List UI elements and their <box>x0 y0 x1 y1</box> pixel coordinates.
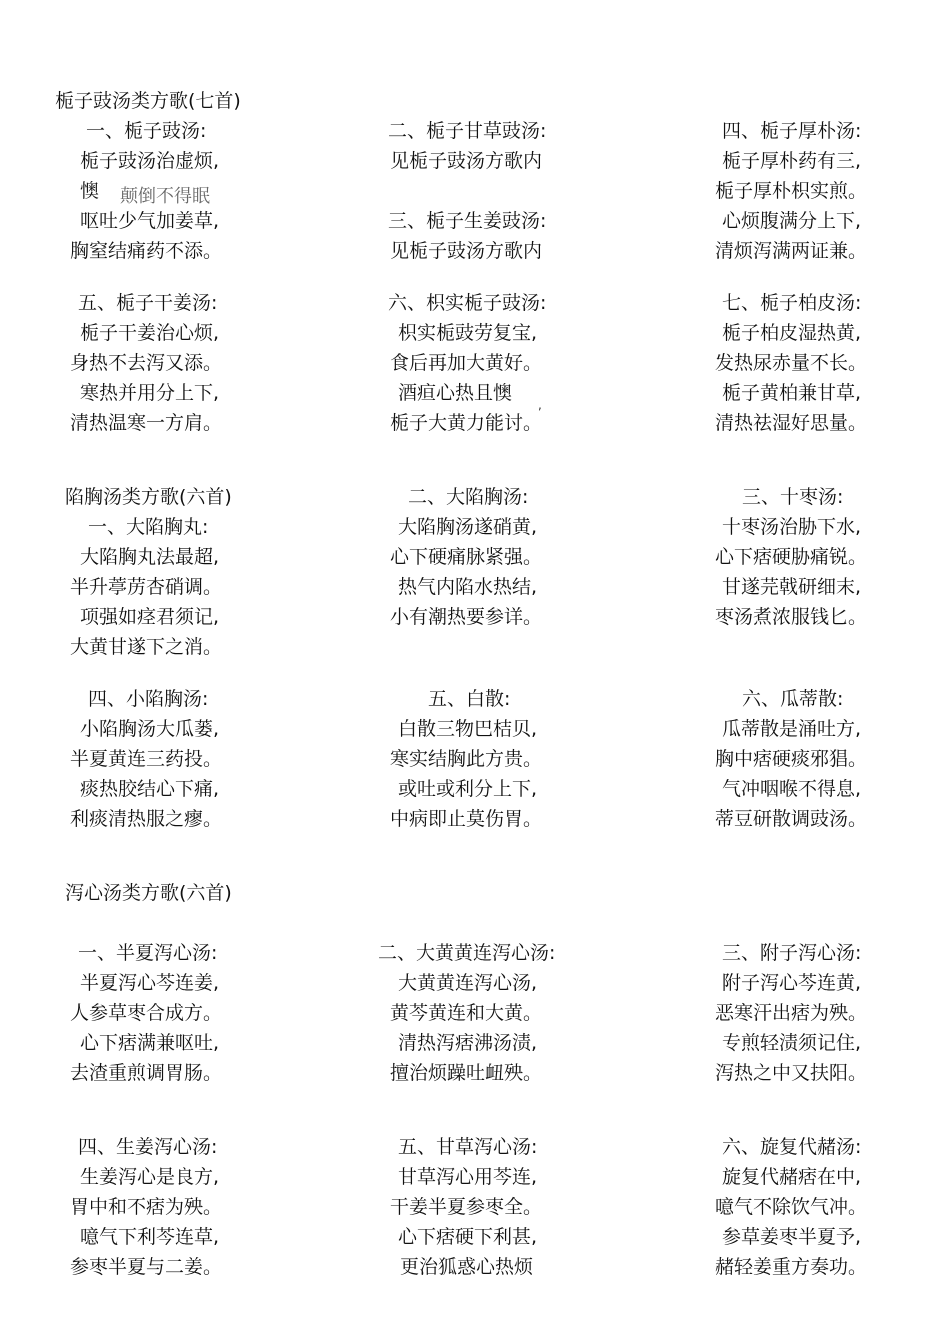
verse-line: 噫气下利芩连草, <box>80 1226 220 1248</box>
section-header: 栀子豉汤类方歌(七首) <box>55 90 241 112</box>
verse-line: 寒热并用分上下, <box>80 382 220 404</box>
verse-line: 项强如痉君须记, <box>80 606 220 628</box>
verse-line: 见栀子豉汤方歌内 <box>390 240 543 262</box>
verse-title: 三、栀子生姜豉汤: <box>388 210 547 232</box>
verse-line: 利痰清热服之瘳。 <box>70 808 223 830</box>
verse-line: 蒂豆研散调豉汤。 <box>715 808 868 830</box>
verse-line: 枣汤煮浓服钱匕。 <box>715 606 868 628</box>
verse-title: 四、生姜泻心汤: <box>78 1136 218 1158</box>
verse-line: 中病即止莫伤胃。 <box>390 808 543 830</box>
verse-line: 人参草枣合成方。 <box>70 1002 223 1024</box>
verse-line-fragment: 颠倒不得眠 <box>120 186 210 207</box>
verse-line: 心下痞满兼呕吐, <box>80 1032 220 1054</box>
verse-line: 心下痞硬下利甚, <box>398 1226 538 1248</box>
section-header: 泻心汤类方歌(六首) <box>65 882 232 904</box>
verse-line: 栀子大黄力能讨。 <box>390 412 543 434</box>
verse-line: 呕吐少气加姜草, <box>80 210 220 232</box>
verse-line-fragment: , <box>538 398 542 412</box>
verse-title: 一、半夏泻心汤: <box>78 942 218 964</box>
verse-title: 二、大黄黄连泻心汤: <box>378 942 556 964</box>
verse-title: 七、栀子柏皮汤: <box>722 292 862 314</box>
verse-line: 去渣重煎调胃肠。 <box>70 1062 223 1084</box>
verse-line: 胸中痞硬痰邪猖。 <box>715 748 868 770</box>
verse-line: 清热泻痞沸汤渍, <box>398 1032 538 1054</box>
verse-line: 半升葶苈杏硝调。 <box>70 576 223 598</box>
verse-line: 旋复代赭痞在中, <box>722 1166 862 1188</box>
verse-title: 四、小陷胸汤: <box>88 688 209 710</box>
verse-line: 或吐或利分上下, <box>398 778 538 800</box>
verse-line: 小有潮热要参详。 <box>390 606 543 628</box>
verse-line: 专煎轻渍须记住, <box>722 1032 862 1054</box>
verse-line: 半夏泻心芩连姜, <box>80 972 220 994</box>
verse-line: 栀子厚朴枳实煎。 <box>715 180 868 202</box>
verse-line: 寒实结胸此方贵。 <box>390 748 543 770</box>
verse-line: 大黄黄连泻心汤, <box>398 972 538 994</box>
verse-line: 小陷胸汤大瓜蒌, <box>80 718 220 740</box>
verse-line: 生姜泻心是良方, <box>80 1166 220 1188</box>
verse-title: 一、大陷胸丸: <box>88 516 209 538</box>
verse-line: 栀子柏皮湿热黄, <box>722 322 862 344</box>
verse-title: 四、栀子厚朴汤: <box>722 120 862 142</box>
verse-line: 心烦腹满分上下, <box>722 210 862 232</box>
verse-line: 清烦泻满两证兼。 <box>715 240 868 262</box>
verse-line: 大黄甘遂下之消。 <box>70 636 223 658</box>
verse-title: 三、附子泻心汤: <box>722 942 862 964</box>
verse-title: 六、瓜蒂散: <box>742 688 844 710</box>
verse-line: 甘草泻心用芩连, <box>398 1166 538 1188</box>
verse-line: 栀子厚朴药有三, <box>722 150 862 172</box>
verse-line: 胸窒结痛药不添。 <box>70 240 223 262</box>
verse-title: 三、十枣汤: <box>742 486 844 508</box>
verse-line: 大陷胸汤遂硝黄, <box>398 516 538 538</box>
verse-line: 甘遂芫戟研细末, <box>722 576 862 598</box>
verse-line: 擅治烦躁吐衄殃。 <box>390 1062 543 1084</box>
verse-line: 清热祛湿好思量。 <box>715 412 868 434</box>
verse-line: 清热温寒一方肩。 <box>70 412 223 434</box>
verse-title: 五、甘草泻心汤: <box>398 1136 538 1158</box>
verse-line: 痰热胶结心下痛, <box>80 778 220 800</box>
verse-line: 泻热之中又扶阳。 <box>715 1062 868 1084</box>
verse-line: 干姜半夏参枣全。 <box>390 1196 543 1218</box>
verse-line: 十枣汤治胁下水, <box>722 516 862 538</box>
verse-line: 更治狐惑心热烦 <box>400 1256 534 1278</box>
verse-line: 身热不去泻又添。 <box>70 352 223 374</box>
verse-line: 恶寒汗出痞为殃。 <box>715 1002 868 1024</box>
verse-line: 热气内陷水热结, <box>398 576 538 598</box>
verse-line: 参枣半夏与二姜。 <box>70 1256 223 1278</box>
verse-line: 附子泻心芩连黄, <box>722 972 862 994</box>
verse-line: 见栀子豉汤方歌内 <box>390 150 543 172</box>
verse-line: 心下硬痛脉紧强。 <box>390 546 543 568</box>
verse-title: 六、枳实栀子豉汤: <box>388 292 547 314</box>
verse-line: 心下痞硬胁痛锐。 <box>715 546 868 568</box>
verse-title: 二、栀子甘草豉汤: <box>388 120 547 142</box>
verse-line: 懊 <box>80 180 100 202</box>
verse-line: 酒疸心热且懊 <box>398 382 513 404</box>
verse-line: 栀子干姜治心烦, <box>80 322 220 344</box>
verse-line: 栀子黄柏兼甘草, <box>722 382 862 404</box>
verse-line: 大陷胸丸法最超, <box>80 546 220 568</box>
verse-line: 食后再加大黄好。 <box>390 352 543 374</box>
verse-line: 半夏黄连三药投。 <box>70 748 223 770</box>
verse-line: 气冲咽喉不得息, <box>722 778 862 800</box>
verse-line: 噫气不除饮气冲。 <box>715 1196 868 1218</box>
verse-title: 一、栀子豉汤: <box>86 120 207 142</box>
verse-line: 瓜蒂散是涌吐方, <box>722 718 862 740</box>
verse-line: 胃中和不痞为殃。 <box>70 1196 223 1218</box>
verse-title: 二、大陷胸汤: <box>408 486 529 508</box>
verse-line: 参草姜枣半夏予, <box>722 1226 862 1248</box>
verse-line: 赭轻姜重方奏功。 <box>715 1256 868 1278</box>
verse-title: 五、栀子干姜汤: <box>78 292 218 314</box>
verse-line: 枳实栀豉劳复宝, <box>398 322 538 344</box>
verse-line: 栀子豉汤治虚烦, <box>80 150 220 172</box>
verse-line: 白散三物巴桔贝, <box>398 718 538 740</box>
verse-title: 六、旋复代赭汤: <box>722 1136 862 1158</box>
section-header: 陷胸汤类方歌(六首) <box>65 486 232 508</box>
verse-line: 黄芩黄连和大黄。 <box>390 1002 543 1024</box>
verse-title: 五、白散: <box>428 688 511 710</box>
verse-line: 发热尿赤量不长。 <box>715 352 868 374</box>
